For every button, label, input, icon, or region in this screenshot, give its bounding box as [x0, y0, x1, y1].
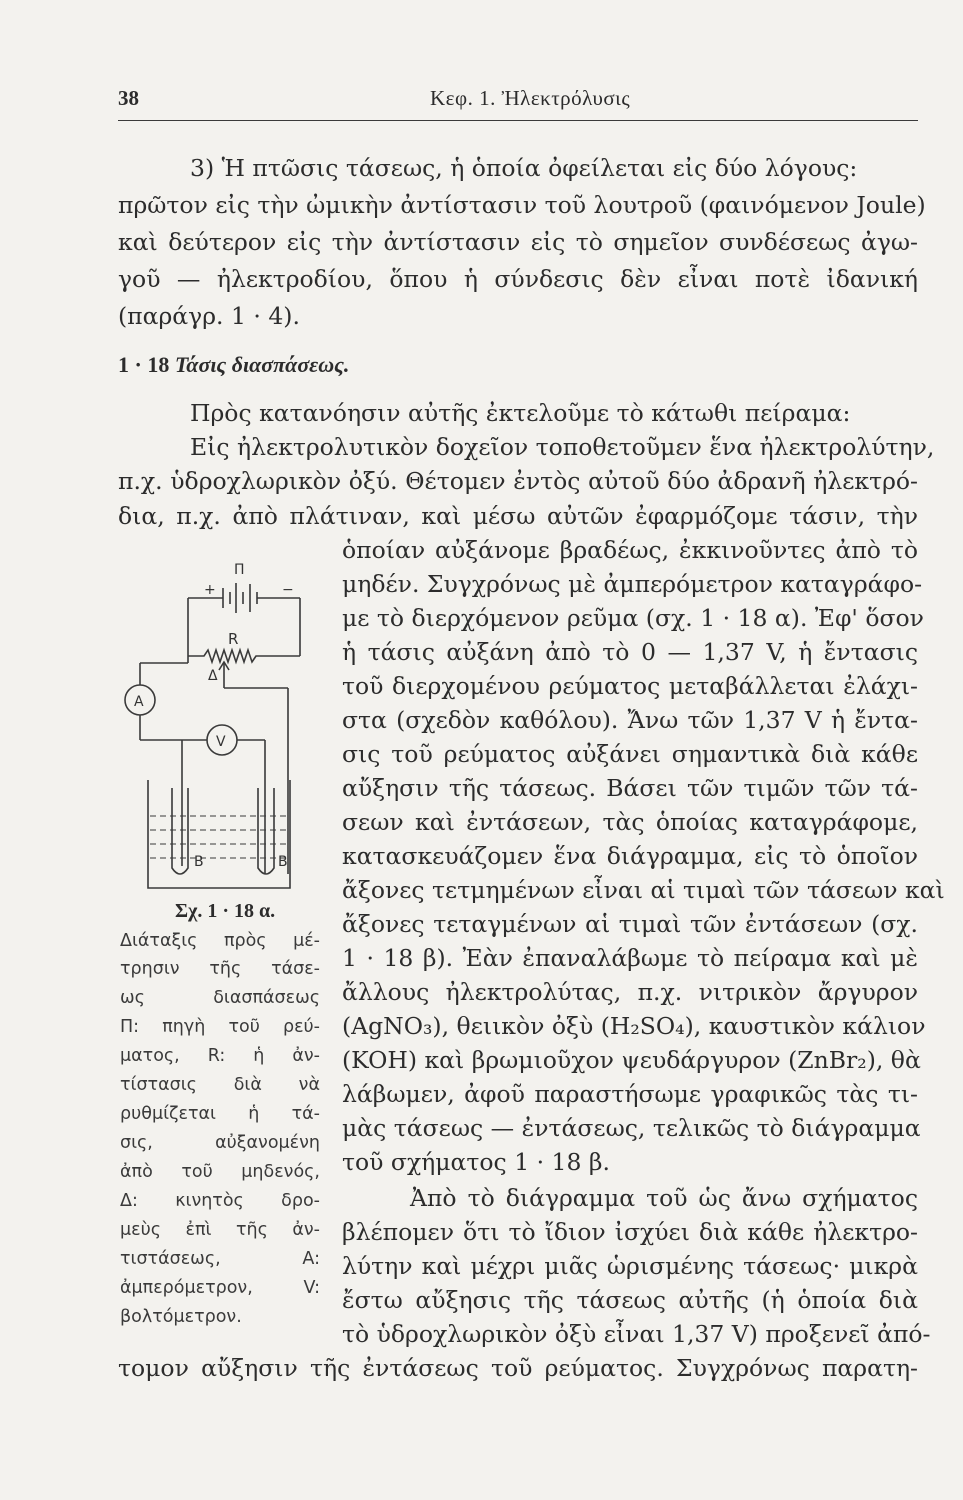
- text-line: τὸ ὑδροχλωρικὸν ὀξὺ εἶναι 1,37 V) προξενεῖ ἀπό-: [342, 1320, 931, 1348]
- caption-line: τιστάσεως, A:: [120, 1249, 320, 1269]
- caption-line: ἀμπερόμετρον, V:: [120, 1278, 320, 1298]
- text-line: ἄξονες τετμημένων εἶναι αἱ τιμαὶ τῶν τάσεων καὶ: [342, 876, 945, 904]
- text-line: τοῦ διερχομένου ρεύματος μεταβάλλεται ἐλάχι-: [342, 672, 918, 700]
- caption-line: Δ: κινητὸς δρο-: [120, 1191, 320, 1211]
- text-line: (AgNO₃), θειικὸν ὀξὺ (H₂SO₄), καυστικὸν κάλιον: [342, 1012, 926, 1040]
- text-line: με τὸ διερχόμενον ρεῦμα (σχ. 1 · 18 α). Ἐφ' ὅσον: [342, 604, 924, 632]
- text-line: λύτην καὶ μέχρι μιᾶς ὡρισμένης τάσεως· μικρὰ: [342, 1252, 918, 1280]
- caption-line: ματος, R: ἡ ἀν-: [120, 1046, 320, 1066]
- source-label: Π: [234, 562, 245, 578]
- text-line: Πρὸς κατανόησιν αὐτῆς ἐκτελοῦμε τὸ κάτωθι πείραμα:: [190, 399, 851, 427]
- text-line: 1 · 18 β). Ἐὰν ἐπαναλάβωμε τὸ πείραμα καὶ μὲ: [342, 944, 918, 972]
- electrolytic-vessel: [148, 780, 290, 888]
- text-line: δια, π.χ. ἀπὸ πλάτιναν, καὶ μέσω αὐτῶν ἐφαρμόζομε τάσιν, τὴν: [118, 502, 918, 530]
- section-number: 1 · 18: [118, 352, 170, 377]
- text-line: τομον αὔξησιν τῆς ἐντάσεως τοῦ ρεύματος. Συγχρόνως παρατη-: [118, 1354, 918, 1382]
- text-line: Ἀπὸ τὸ διάγραμμα τοῦ ὡς ἄνω σχήματος: [410, 1184, 918, 1212]
- left-electrode-tube: [172, 788, 188, 874]
- page-number: 38: [118, 86, 139, 110]
- caption-line: Διάταξις πρὸς μέ-: [120, 931, 320, 951]
- text-line: π.χ. ὑδροχλωρικὸν ὀξύ. Θέτομεν ἐντὸς αὐτοῦ δύο ἀδρανῆ ἠλεκτρό-: [118, 467, 918, 495]
- right-electrode-label: B: [278, 854, 288, 870]
- caption-line: ως διασπάσεως: [120, 988, 320, 1008]
- text-line: (KOH) καὶ βρωμιοῦχον ψευδάργυρον (ZnBr₂), θὰ: [342, 1046, 921, 1074]
- caption-line: τίστασις διὰ νὰ: [120, 1075, 320, 1095]
- text-line: σεων καὶ ἐντάσεων, τὰς ὁποίας καταγράφομε,: [342, 808, 918, 836]
- slider-label: Δ: [208, 668, 218, 684]
- caption-line: βολτόμετρον.: [120, 1307, 242, 1327]
- text-line: (παράγρ. 1 · 4).: [118, 302, 300, 330]
- caption-line: ρυθμίζεται ἡ τά-: [120, 1104, 320, 1124]
- text-line: σις τοῦ ρεύματος αὐξάνει σημαντικὰ διὰ κάθε: [342, 740, 918, 768]
- figure-caption-label: Σχ. 1 · 18 α.: [175, 900, 276, 922]
- section-title: Τάσις διασπάσεως.: [174, 352, 350, 377]
- ammeter-label: A: [134, 694, 144, 710]
- text-line: ἄξονες τεταγμένων αἱ τιμαὶ τῶν ἐντάσεων (σχ.: [342, 910, 918, 938]
- left-electrode-label: B: [194, 854, 204, 870]
- text-line: ὁποίαν αὐξάνομε βραδέως, ἐκκινοῦντες ἀπὸ τὸ: [342, 536, 918, 564]
- voltmeter-label: V: [216, 734, 226, 750]
- caption-line: ἀπὸ τοῦ μηδενός,: [120, 1162, 320, 1182]
- caption-line: τρησιν τῆς τάσε-: [120, 959, 320, 979]
- text-line: μηδέν. Συγχρόνως μὲ ἀμπερόμετρον καταγράφο-: [342, 570, 923, 598]
- page-header: [118, 84, 918, 121]
- text-line: κατασκευάζομεν ἕνα διάγραμμα, εἰς τὸ ὁποῖον: [342, 842, 918, 870]
- text-line: πρῶτον εἰς τὴν ὠμικὴν ἀντίστασιν τοῦ λουτροῦ (φαινόμενον Joule): [118, 191, 926, 219]
- text-line: αὔξησιν τῆς τάσεως. Βάσει τῶν τιμῶν τῶν τά-: [342, 774, 918, 802]
- text-line: καὶ δεύτερον εἰς τὴν ἀντίστασιν εἰς τὸ σημεῖον συνδέσεως ἀγω-: [118, 228, 918, 256]
- text-line: μὰς τάσεως — ἐντάσεως, τελικῶς τὸ διάγραμμα: [342, 1114, 921, 1142]
- text-line: ἡ τάσις αὐξάνη ἀπὸ τὸ 0 — 1,37 V, ἡ ἔντασις: [342, 638, 918, 666]
- resistor-icon: [188, 650, 300, 662]
- text-line: βλέπομεν ὅτι τὸ ἴδιον ἰσχύει διὰ κάθε ἠλεκτρο-: [342, 1218, 918, 1246]
- resistor-label: R: [228, 630, 239, 648]
- text-line: γοῦ — ἠλεκτροδίου, ὅπου ἡ σύνδεσις δὲν εἶναι ποτὲ ἰδανική: [118, 265, 918, 293]
- caption-line: σις, αὐξανομένη: [120, 1133, 320, 1153]
- right-electrode-tube: [258, 788, 274, 874]
- caption-line: μεὺς ἐπὶ τῆς ἀν-: [120, 1220, 320, 1240]
- text-line: Εἰς ἠλεκτρολυτικὸν δοχεῖον τοποθετοῦμεν ἕνα ἠλεκτρολύτην,: [190, 433, 935, 461]
- text-line: στα (σχεδὸν καθόλου). Ἄνω τῶν 1,37 V ἡ ἔντα-: [342, 706, 918, 734]
- running-head: Κεφ. 1. Ἠλεκτρόλυσις: [430, 86, 631, 110]
- text-line: ἔστω αὔξησις τῆς τάσεως αὐτῆς (ἡ ὁποία διὰ: [342, 1286, 918, 1314]
- circuit-diagram: [120, 548, 305, 893]
- text-line: λάβωμεν, ἀφοῦ παραστήσωμε γραφικῶς τὰς τι-: [342, 1080, 918, 1108]
- text-line: ἄλλους ἠλεκτρολύτας, π.χ. νιτρικὸν ἄργυρον: [342, 978, 918, 1006]
- text-line: 3) Ἡ πτῶσις τάσεως, ἡ ὁποία ὀφείλεται εἰς δύο λόγους:: [190, 154, 858, 182]
- plus-sign: +: [204, 582, 216, 598]
- caption-line: Π: πηγὴ τοῦ ρεύ-: [120, 1017, 320, 1037]
- minus-sign: −: [282, 582, 294, 598]
- section-heading: [118, 352, 349, 378]
- slider-arrow-icon: [219, 662, 229, 688]
- text-line: τοῦ σχήματος 1 · 18 β.: [342, 1148, 610, 1176]
